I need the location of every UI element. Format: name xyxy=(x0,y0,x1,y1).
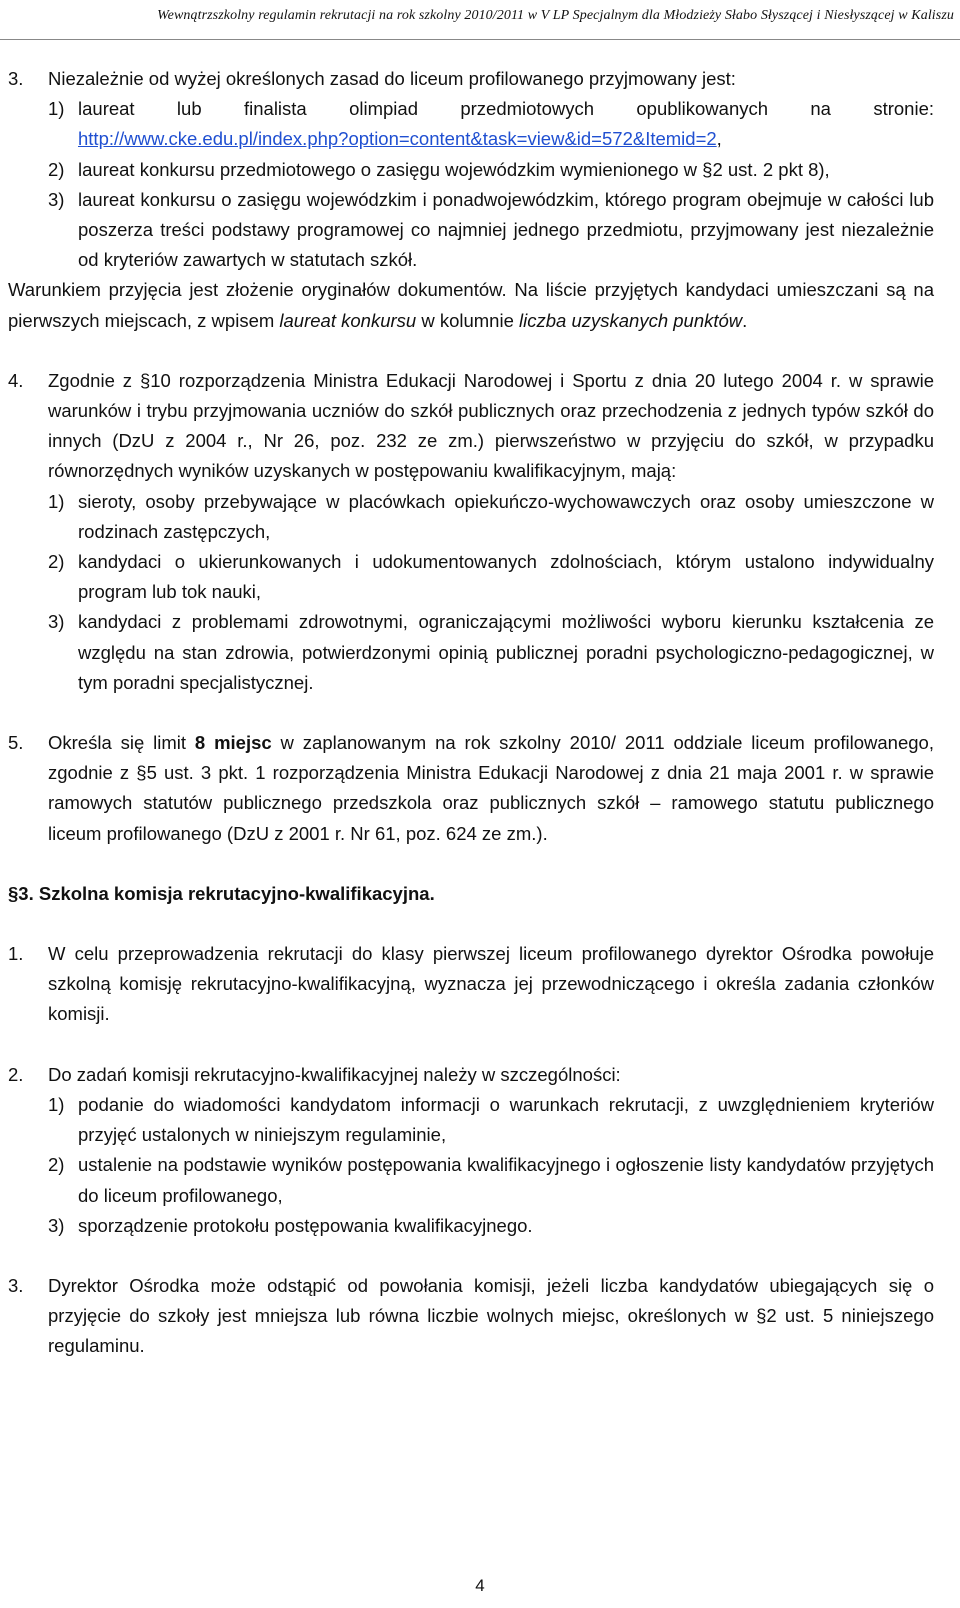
subitem-number: 3) xyxy=(48,611,65,633)
subitem-number: 1) xyxy=(48,1093,65,1115)
section3-item-2 xyxy=(8,1060,934,1241)
item-number: 4. xyxy=(8,369,24,391)
subitem-text: laureat konkursu przedmiotowego o zasięgu wojewódzkim wymienionego w §2 ust. 2 pkt 8), xyxy=(78,158,830,180)
subitem-text: kandydaci z problemami zdrowotnymi, ograniczającymi możliwości wyboru kierunku kształcenia ze względu na stan zdrowia, potwierdzonymi opinią publicznej poradni psychologiczno-pedagogicznej, w tym poradni specjalistycznej. xyxy=(78,611,934,693)
item-number: 5. xyxy=(8,732,24,754)
subitem-1 xyxy=(48,94,934,154)
subitem-2 xyxy=(48,547,934,607)
section3-item-1 xyxy=(8,939,934,1030)
italic-phrase: laureat konkursu xyxy=(279,309,417,331)
item-intro: Do zadań komisji rekrutacyjno-kwalifikacyjnej należy w szczególności: xyxy=(48,1063,621,1085)
item-intro: Niezależnie od wyżej określonych zasad do liceum profilowanego przyjmowany jest: xyxy=(48,68,736,89)
subitem-text: laureat lub finalista olimpiad przedmiotowych opublikowanych na stronie: xyxy=(78,98,934,120)
subitem-text: laureat konkursu o zasięgu wojewódzkim i ponadwojewódzkim, którego program obejmuje w całości lub poszerza treści podstawy programowej co najmniej jednego przedmiotu, przyjmowany jest niezależnie od kryteriów zawartych w statutach szkół. xyxy=(78,188,934,271)
item-text: Dyrektor Ośrodka może odstąpić od powołania komisji, jeżeli liczba kandydatów ubiegających się o przyjęcie do szkoły jest mniejsza lub równa liczbie wolnych miejsc, określonych w §2 ust. 5 niniejszego regulaminu. xyxy=(48,1274,934,1357)
bold-limit: 8 miejsc xyxy=(194,732,272,754)
subitem-text: ustalenie na podstawie wyników postępowania kwalifikacyjnego i ogłoszenie listy kandydatów przyjętych do liceum profilowanego, xyxy=(78,1154,934,1206)
subitem-3 xyxy=(48,185,934,276)
subitem-number: 2) xyxy=(48,551,65,573)
subitem-number: 3) xyxy=(48,188,65,210)
subitem-number: 2) xyxy=(48,1154,65,1176)
cke-olympiad-link[interactable]: http://www.cke.edu.pl/index.php?option=content&task=view&id=572&Itemid=2 xyxy=(78,128,717,150)
subitem-punct: , xyxy=(716,128,722,150)
subitem-2 xyxy=(48,1150,934,1210)
document-body xyxy=(8,64,934,1362)
subitem-text: kandydaci o ukierunkowanych i udokumentowanych zdolnościach, którym ustalono indywidualny program lub tok nauki, xyxy=(78,551,934,603)
subitem-2 xyxy=(48,155,934,185)
subitem-text: sieroty, osoby przebywające w placówkach opiekuńczo-wychowawczych oraz osoby umieszczone w rodzinach zastępczych, xyxy=(78,490,934,542)
running-header: Wewnątrzszkolny regulamin rekrutacji na rok szkolny 2010/2011 w V LP Specjalnym dla Młodzieży Słabo Słyszącej i Niesłyszącej w Kaliszu xyxy=(0,0,960,40)
subitem-number: 3) xyxy=(48,1214,65,1236)
subitem-number: 1) xyxy=(48,490,65,512)
list-item-4 xyxy=(8,366,934,698)
item-number: 3. xyxy=(8,68,24,89)
page-number: 4 xyxy=(475,1576,485,1595)
italic-phrase: liczba uzyskanych punktów xyxy=(519,309,743,331)
paragraph-laureate-note: Warunkiem przyjęcia jest złożenie oryginałów dokumentów. Na liście przyjętych kandydaci umieszczani są na pierwszych miejscach, z wpisem laureat konkursu w kolumnie liczba uzyskanych punktów. xyxy=(8,279,934,331)
subitem-number: 1) xyxy=(48,98,65,120)
subitem-text: podanie do wiadomości kandydatom informacji o warunkach rekrutacji, z uwzględnieniem kryteriów przyjęć ustalonych w niniejszym regulaminie, xyxy=(78,1093,934,1146)
section3-item-3 xyxy=(8,1271,934,1362)
item-text: Określa się limit 8 miejsc w zaplanowanym na rok szkolny 2010/ 2011 oddziale liceum profilowanego, zgodnie z §5 ust. 3 pkt. 1 rozporządzenia Ministra Edukacji Narodowej z dnia 21 maja 2001 r. w sprawie ramowych statutów publicznego przedszkola oraz publicznych szkół – ramowego statutu publicznego liceum profilowanego (DzU z 2001 r. Nr 61, poz. 624 ze zm.). xyxy=(48,732,934,844)
item-text: W celu przeprowadzenia rekrutacji do klasy pierwszej liceum profilowanego dyrektor Ośrodka powołuje szkolną komisję rekrutacyjno-kwalifikacyjną, wyznacza jej przewodniczącego i określa zadania członków komisji. xyxy=(48,943,934,1025)
subitem-3 xyxy=(48,1211,934,1241)
subitem-3 xyxy=(48,607,934,698)
item-intro: Zgodnie z §10 rozporządzenia Ministra Edukacji Narodowej i Sportu z dnia 20 lutego 2004 r. w sprawie warunków i trybu przyjmowania uczniów do szkół publicznych oraz przechodzenia z jednych typów szkół do innych (DzU z 2004 r., Nr 26, poz. 232 ze zm.) pierwszeństwo w przyjęciu do szkół, w przypadku równorzędnych wyników uzyskanych w postępowaniu kwalifikacyjnym, mają: xyxy=(48,369,934,482)
subitem-number: 2) xyxy=(48,158,65,180)
subitem-1 xyxy=(48,1090,934,1150)
item-number: 2. xyxy=(8,1063,24,1085)
subitem-1 xyxy=(48,487,934,547)
item-number: 1. xyxy=(8,943,24,965)
section-heading: §3. Szkolna komisja rekrutacyjno-kwalifikacyjna. xyxy=(8,882,435,904)
item-number: 3. xyxy=(8,1274,24,1296)
subitem-text: sporządzenie protokołu postępowania kwalifikacyjnego. xyxy=(78,1214,533,1236)
list-item-3 xyxy=(8,64,934,275)
list-item-5 xyxy=(8,728,934,849)
